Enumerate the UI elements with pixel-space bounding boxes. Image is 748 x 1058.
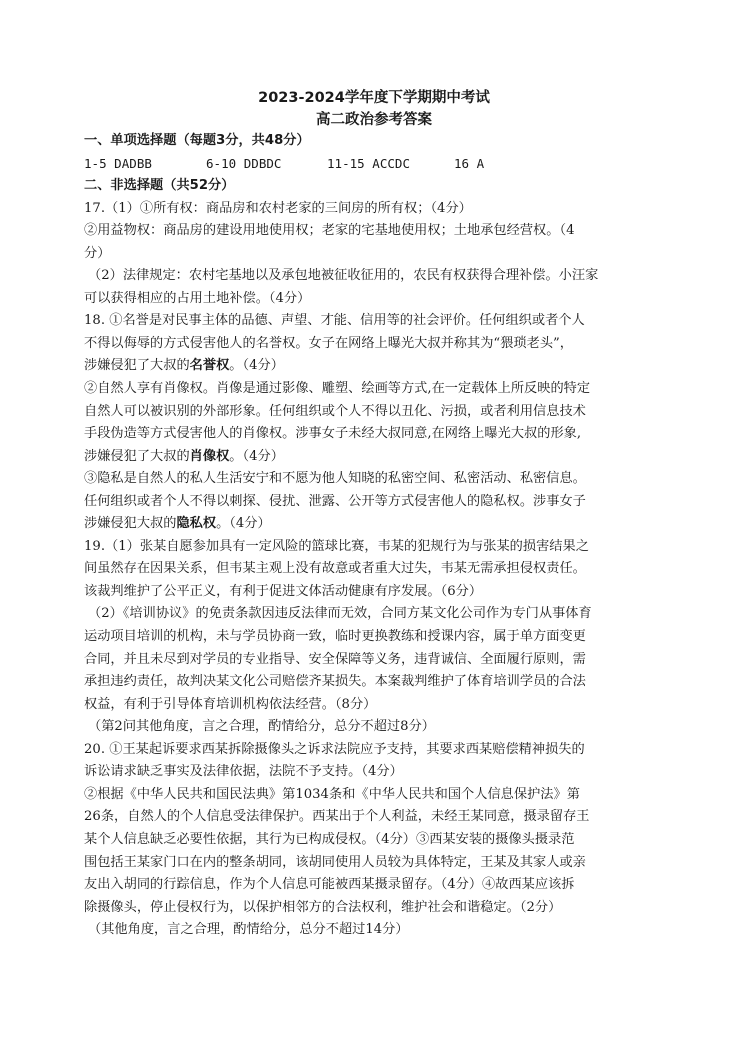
q18-line-7 — [84, 446, 664, 469]
q18-text: 涉嫌侵犯了大叔的 — [84, 448, 190, 464]
q20-note: （其他角度，言之合理，酌情给分，总分不超过14分） — [88, 922, 409, 938]
mc-answers-row — [84, 153, 664, 176]
q19-line-3: 该裁判维护了公平正义，有利于促进文体活动健康有序发展。（6分） — [84, 583, 483, 599]
q18-line-9: 任何组织或者个人不得以刺探、侵扰、泄露、公开等方式侵害他人的隐私权。涉事女子 — [84, 493, 586, 509]
q20-line-2: 诉讼请求缺乏事实及法律依据，法院不予支持。（4分） — [84, 764, 403, 780]
reputation-right-term: 名誉权 — [189, 358, 230, 374]
q20-line-8: 除摄像头，停止侵权行为，以保护相邻方的合法权利，维护社会和谐稳定。（2分） — [84, 899, 562, 915]
q17-line-5: 可以获得相应的占用土地补偿。（4分） — [84, 290, 311, 306]
answer-content — [84, 130, 664, 942]
q17-line-2: ②用益物权：商品房的建设用地使用权；老家的宅基地使用权；土地承包经营权。（4 — [84, 223, 575, 239]
q19-line-2: 间虽然存在因果关系，但韦某主观上没有故意或者重大过失，韦某无需承担侵权责任。 — [84, 561, 586, 577]
mc-answer-16: 16 A — [454, 155, 485, 171]
q18-score: 。（4分） — [229, 448, 284, 464]
mc-answer-1-5: 1-5 DADBB — [84, 155, 152, 171]
q20-line-4: 26条，自然人的个人信息受法律保护。西某出于个人利益，未经王某同意，摄录留存王 — [84, 809, 590, 825]
portrait-right-term: 肖像权 — [189, 448, 230, 464]
q18-text: 涉嫌侵犯了大叔的 — [84, 358, 190, 374]
q19-note: （第2问其他角度，言之合理，酌情给分，总分不超过8分） — [88, 719, 436, 735]
q18-score: 。（4分） — [216, 516, 271, 532]
q18-line-8: ③隐私是自然人的私人生活安宁和不愿为他人知晓的私密空间、私密活动、私密信息。 — [84, 471, 586, 487]
q17-line-1: 17.（1）①所有权：商品房和农村老家的三间房的所有权；（4分） — [84, 200, 472, 216]
q20-line-3: ②根据《中华人民共和国民法典》第1034条和《中华人民共和国个人信息保护法》第 — [84, 786, 580, 802]
q18-line-4: ②自然人享有肖像权。肖像是通过影像、雕塑、绘画等方式,在一定载体上所反映的特定 — [84, 381, 591, 397]
answer-key-title: 高二政治参考答案 — [316, 112, 432, 128]
exam-title: 2023-2024学年度下学期期中考试 — [258, 90, 490, 106]
q18-line-2: 不得以侮辱的方式侵害他人的名誉权。女子在网络上曝光大叔并称其为“猥琐老头”， — [84, 335, 573, 351]
mc-answer-6-10: 6-10 DDBDC — [206, 155, 282, 171]
section-2-heading: 二、非选择题（共52分） — [84, 178, 235, 194]
q20-line-5: 某个人信息缺乏必要性依据，其行为已构成侵权。（4分）③西某安装的摄像头摄录范 — [84, 831, 575, 847]
q19-line-7: 承担违约责任，故判决某文化公司赔偿齐某损失。本案裁判维护了体育培训学员的合法 — [84, 674, 586, 690]
q18-line-5: 自然人可以被识别的外部形象。任何组织或个人不得以丑化、污损，或者利用信息技术 — [84, 403, 586, 419]
q19-line-5: 运动项目培训的机构，未与学员协商一致，临时更换教练和授课内容，属于单方面变更 — [84, 629, 586, 645]
section-1-heading: 一、单项选择题（每题3分，共48分） — [84, 133, 310, 148]
q20-line-1: 20. ①王某起诉要求西某拆除摄像头之诉求法院应予支持，其要求西某赔偿精神损失的 — [84, 741, 585, 757]
q18-line-3 — [84, 355, 664, 378]
q18-line-10 — [84, 513, 664, 536]
q18-score: 。（4分） — [229, 358, 284, 374]
q19-line-4: （2）《培训协议》的免责条款因违反法律而无效，合同方某文化公司作为专门从事体育 — [88, 606, 592, 622]
q18-line-1: 18. ①名誉是对民事主体的品德、声望、才能、信用等的社会评价。任何组织或者个人 — [84, 313, 585, 329]
q18-text: 涉嫌侵犯大叔的 — [84, 516, 177, 532]
q18-line-6: 手段伪造等方式侵害他人的肖像权。涉事女子未经大叔同意,在网络上曝光大叔的形象, — [84, 426, 582, 442]
q20-line-7: 友出入胡同的行踪信息，作为个人信息可能被西某摄录留存。（4分）④故西某应该拆 — [84, 877, 575, 893]
q17-line-4: （2）法律规定：农村宅基地以及承包地被征收征用的，农民有权获得合理补偿。小汪家 — [88, 268, 599, 284]
mc-answer-11-15: 11-15 ACCDC — [327, 155, 411, 171]
q19-line-8: 权益，有利于引导体育培训机构依法经营。（8分） — [84, 696, 377, 712]
q17-line-3: 分） — [84, 245, 111, 261]
q19-line-1: 19.（1）张某自愿参加具有一定风险的篮球比赛，韦某的犯规行为与张某的损害结果之 — [84, 538, 589, 554]
privacy-right-term: 隐私权 — [176, 516, 217, 532]
q20-line-6: 围包括王某家门口在内的整条胡同，该胡同使用人员较为具体特定，王某及其家人或亲 — [84, 854, 586, 870]
q19-line-6: 合同，并且未尽到对学员的专业指导、安全保障等义务，违背诚信、全面履行原则，需 — [84, 651, 586, 667]
